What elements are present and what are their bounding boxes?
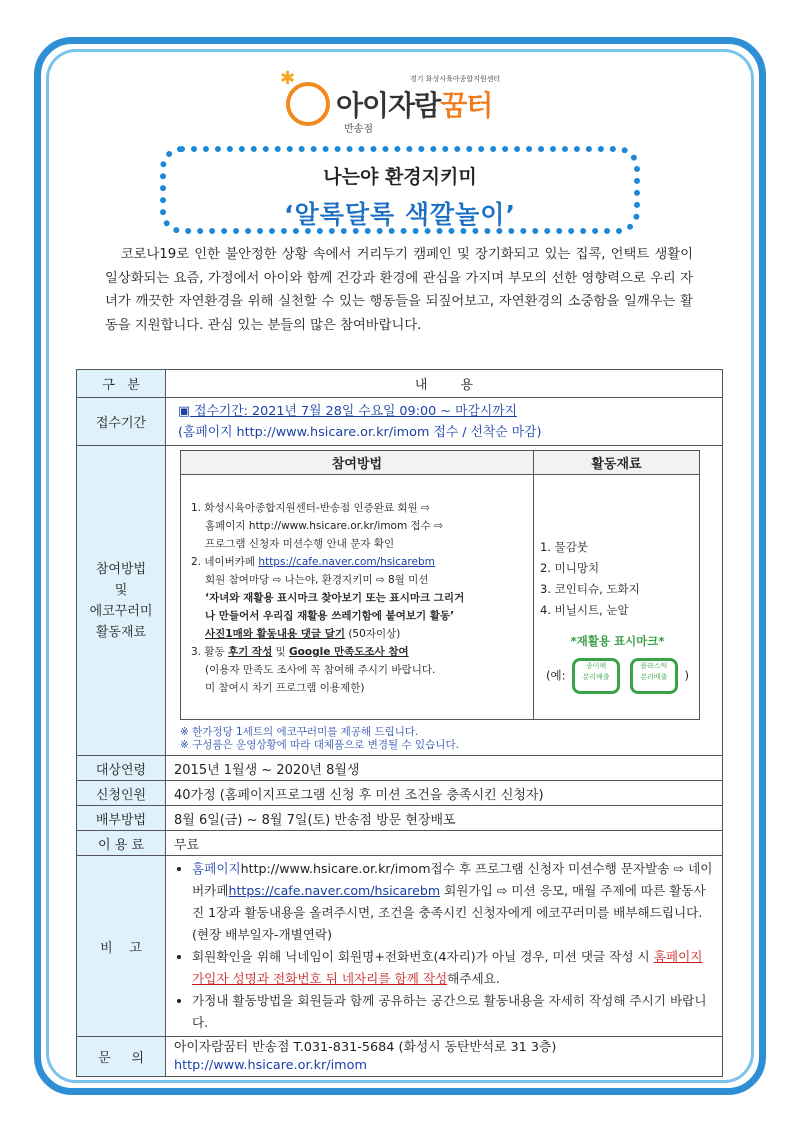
application-method: (홈페이지 http://www.hsicare.or.kr/imom 접수 / 선착순 마감) [178, 424, 542, 440]
recycle-paper-pack-icon: 종이팩 분리배출 [572, 658, 620, 694]
list-item: • 회원확인을 위해 닉네임이 회원명+전화번호(4자리)가 아닐 경우, 미션 댓글 작성 시 홈페이지 가입자 성명과 전화번호 뒤 네자리를 함께 작성해주세요. [192, 946, 714, 990]
list-item: • 홈페이지http://www.hsicare.or.kr/imom접수 후 프로그램 신청자 미션수행 문자발송 ⇨ 네이버카페https://cafe.naver.com/hsicarebm 회원가입 ⇨ 미션 응모, 매월 주제에 따른 활동사진 1장과 활동내용을 올려주시면, 조건을 충족시킨 신청자에게 에코꾸러미를 배부해드립니다. (현장 배부일자-개별연락) [192, 858, 714, 946]
note-one-set: ※ 한가정당 1세트의 에코꾸러미를 제공해 드립니다. [180, 726, 419, 738]
table-row-applicants: 신청인원 40가정 (홈페이지프로그램 신청 후 미션 조건을 충족시킨 신청자) [77, 781, 723, 806]
distribution-value: 8월 6일(금) ~ 8월 7일(토) 반송점 방문 현장배포 [166, 806, 723, 831]
title-sub: 나는야 환경지키미 [323, 166, 477, 188]
child-face-icon [286, 82, 330, 126]
table-row-participation [77, 446, 723, 756]
star-icon: ✱ [280, 68, 296, 89]
contact-info: 아이자람꿈터 반송점 T.031-831-5684 (화성시 동탄반석로 31 3층) [174, 1039, 557, 1055]
logo-org-name: 경기 화성시육아종합지원센터 [410, 75, 501, 83]
header-label: 구 분 [77, 370, 166, 398]
table-row-contact: 문 의 아이자람꿈터 반송점 T.031-831-5684 (화성시 동탄반석로 31 3층) http://www.hsicare.or.kr/imom [77, 1037, 723, 1077]
applicants-value: 40가정 (홈페이지프로그램 신청 후 미션 조건을 충족시킨 신청자) [166, 781, 723, 806]
table-row-remarks: 비 고 • 홈페이지http://www.hsicare.or.kr/imom접수 후 프로그램 신청자 미션수행 문자발송 ⇨ 네이버카페https://cafe.naver.com/hsicarebm 회원가입 ⇨ 미션 응모, 매월 주제에 따른 활동사진 1장과 활동내용을 올려주시면, 조건을 충족시킨 신청자에게 에코꾸러미를 배부해드립니다. (현장 배부일자-개별연락) • 회원확인을 위해 닉네임이 회원명+전화번호(4자리)가 아닐 경우, 미션 댓글 작성 시 홈페이지 가입자 성명과 전화번호 뒤 네자리를 함께 작성해주세요. • 가정내 활동방법을 회원들과 함께 공유하는 공간으로 활동내용을 자세히 작성해 주시기 바랍니다. [77, 856, 723, 1037]
page-title: ‘알록달록 색깔놀이’ [284, 200, 516, 229]
header-content: 내 용 [166, 370, 723, 398]
contact-homepage-link[interactable]: http://www.hsicare.or.kr/imom [174, 1057, 367, 1073]
program-info-table [76, 369, 723, 1077]
table-row-distribution: 배부방법 8월 6일(금) ~ 8월 7일(토) 반송점 방문 현장배포 [77, 806, 723, 831]
logo-brand: 아이자람꿈터 [336, 89, 493, 122]
participation-label: 참여방법 및 에코꾸러미 활동재료 [77, 446, 166, 756]
recycle-plastic-icon: 플라스틱 분리배출 [630, 658, 678, 694]
table-row-age: 대상연령 2015년 1월생 ~ 2020년 8월생 [77, 756, 723, 781]
participation-steps: 1. 화성시육아종합지원센터-반송점 인증완료 회원 ⇨ 홈페이지 http://www.hsicare.or.kr/imom 접수 ⇨ 프로그램 신청자 미션수행 안내 문자 확인 2. 네이버카페 https://cafe.naver.com/hsicarebm 회원 참여마당 ⇨ 나는야, 환경지키미 ⇨ 8월 미션 ‘자녀와 재활용 표시마크 찾아보기 또는 표시마크 그리거 나 만들어서 우리집 재활용 쓰레기함에 붙여보기 활동’ 사진1매와 활동내용 댓글 달기 (50자이상) 3. 활동 후기 작성 및 Google 만족도조사 참여 (이용자 만족도 조사에 꼭 참여해 주시기 바랍니다. 미 참여시 차기 프로그램 이용제한) [181, 475, 534, 720]
age-value: 2015년 1월생 ~ 2020년 8월생 [166, 756, 723, 781]
list-item: • 가정내 활동방법을 회원들과 함께 공유하는 공간으로 활동내용을 자세히 작성해 주시기 바랍니다. [192, 990, 714, 1034]
application-period: ▣ 접수기간: 2021년 7월 28일 수요일 09:00 ~ 마감시까지 [178, 403, 517, 419]
recycle-mark-title: *재활용 표시마크* [570, 633, 665, 648]
note-substitution: ※ 구성품은 운영상황에 따라 대체품으로 변경될 수 있습니다. [180, 739, 459, 751]
materials-header: 활동재료 [534, 451, 700, 475]
table-row-application [77, 398, 723, 446]
materials-list: 1. 물감붓 2. 미니망치 3. 코인티슈, 도화지 4. 비닐시트, 눈알 *재활용 표시마크* (예: 종이팩 분리배출 플라스틱 분리배출 ) [534, 475, 700, 720]
remarks-list [178, 858, 714, 1034]
center-logo [280, 70, 520, 140]
intro-paragraph: 코로나19로 인한 불안정한 상황 속에서 거리두기 캠페인 및 장기화되고 있는 집콕, 언택트 생활이 일상화되는 요즘, 가정에서 아이와 함께 건강과 환경에 관심을 가지며 부모의 선한 영향력으로 우리 자녀가 깨끗한 자연환경을 위해 실천할 수 있는 행동들을 되짚어보고, 자연환경의 소중함을 일깨우는 활동을 지원합니다. 관심 있는 분들의 많은 참여바랍니다. [105, 247, 693, 333]
participation-detail-table [180, 450, 700, 720]
naver-cafe-remark-link[interactable]: https://cafe.naver.com/hsicarebm [228, 883, 441, 898]
title-box [160, 146, 640, 234]
table-row-fee: 이 용 료 무료 [77, 831, 723, 856]
homepage-link[interactable]: 홈페이지 [192, 861, 241, 876]
fee-value: 무료 [166, 831, 723, 856]
method-header: 참여방법 [181, 451, 534, 475]
table-header-row [77, 370, 723, 398]
recycle-mark-examples: (예: 종이팩 분리배출 플라스틱 분리배출 ) [540, 658, 695, 694]
naver-cafe-link[interactable]: https://cafe.naver.com/hsicarebm [258, 556, 435, 568]
logo-branch: 반송점 [344, 124, 373, 135]
application-label: 접수기간 [77, 398, 166, 446]
